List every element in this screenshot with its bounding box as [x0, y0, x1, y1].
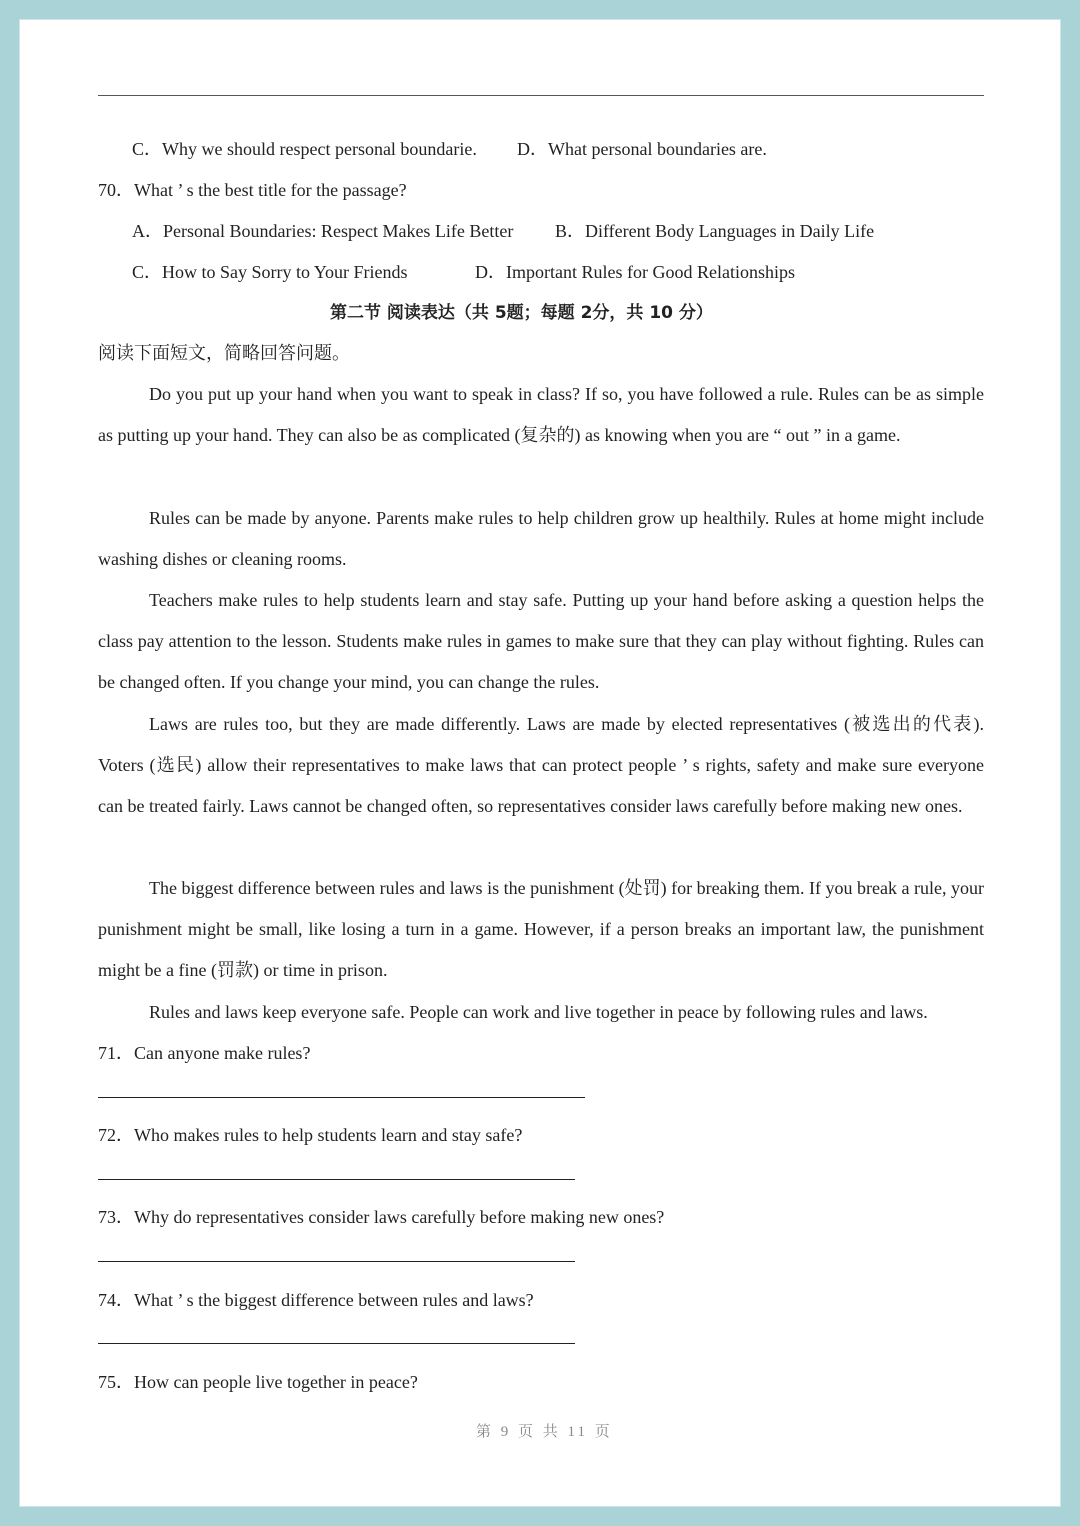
- exam-page: [20, 20, 1060, 1506]
- paragraph-text: Do you put up your hand when you want to speak in class? If so, you have followed a rule. Rules can be as simple as putting up your hand. They can also be as complicated (复杂的) as knowing when you are “ out ” in a game.: [98, 384, 984, 446]
- question-71: 71．Can anyone make rules?: [98, 1043, 311, 1063]
- question-73: 73．Why do representatives consider laws carefully before making new ones?: [98, 1207, 665, 1227]
- section-instruction: 阅读下面短文，简略回答问题。: [98, 343, 350, 364]
- passage-paragraph-3: [98, 580, 984, 704]
- answer-line-73[interactable]: [98, 1261, 575, 1262]
- answer-line-74[interactable]: [98, 1343, 575, 1344]
- passage-paragraph-1: [98, 374, 984, 456]
- header-rule: [98, 95, 984, 96]
- passage-paragraph-2: [98, 498, 984, 580]
- q70-option-b: B．Different Body Languages in Daily Life: [555, 221, 875, 241]
- q70-option-a: A．Personal Boundaries: Respect Makes Life Better: [132, 221, 514, 241]
- paragraph-text: Rules can be made by anyone. Parents make rules to help children grow up healthily. Rules at home might include washing dishes or cleaning rooms.: [98, 508, 984, 570]
- passage-paragraph-5: [98, 868, 984, 992]
- question-72: 72．Who makes rules to help students learn and stay safe?: [98, 1125, 523, 1145]
- page-footer: 第 9 页 共 11 页: [476, 1424, 613, 1440]
- answer-line-72[interactable]: [98, 1179, 575, 1180]
- q70-question: 70．What ’ s the best title for the passage?: [98, 180, 407, 200]
- passage-paragraph-6: [98, 992, 984, 1033]
- paragraph-text: Teachers make rules to help students learn and stay safe. Putting up your hand before asking a question helps the class pay attention to the lesson. Students make rules in games to make sure that they can play without fighting. Rules can be changed often. If you change your mind, you can change the rules.: [98, 590, 984, 693]
- section-heading: 第二节 阅读表达（共 5题；每题 2分，共 10 分）: [330, 303, 713, 323]
- question-74: 74．What ’ s the biggest difference between rules and laws?: [98, 1290, 534, 1310]
- q69-option-c: C．Why we should respect personal boundarie.: [132, 139, 477, 159]
- answer-line-71[interactable]: [98, 1097, 585, 1098]
- q69-option-d: D．What personal boundaries are.: [517, 139, 767, 159]
- q70-option-d: D．Important Rules for Good Relationships: [475, 262, 795, 282]
- passage-paragraph-4: [98, 704, 984, 828]
- paragraph-text: The biggest difference between rules and laws is the punishment (处罚) for breaking them. If you break a rule, your punishment might be small, like losing a turn in a game. However, if a person breaks an important law, the punishment might be a fine (罚款) or time in prison.: [98, 878, 984, 981]
- paragraph-text: Laws are rules too, but they are made differently. Laws are made by elected representatives (被选出的代表). Voters (选民) allow their representatives to make laws that can protect people ’ s rights, safety and make sure everyone can be treated fairly. Laws cannot be changed often, so representatives consider laws carefully before making new ones.: [98, 714, 984, 817]
- q70-option-c: C．How to Say Sorry to Your Friends: [132, 262, 408, 282]
- paragraph-text: Rules and laws keep everyone safe. People can work and live together in peace by following rules and laws.: [149, 1002, 928, 1022]
- question-75: 75．How can people live together in peace?: [98, 1372, 418, 1392]
